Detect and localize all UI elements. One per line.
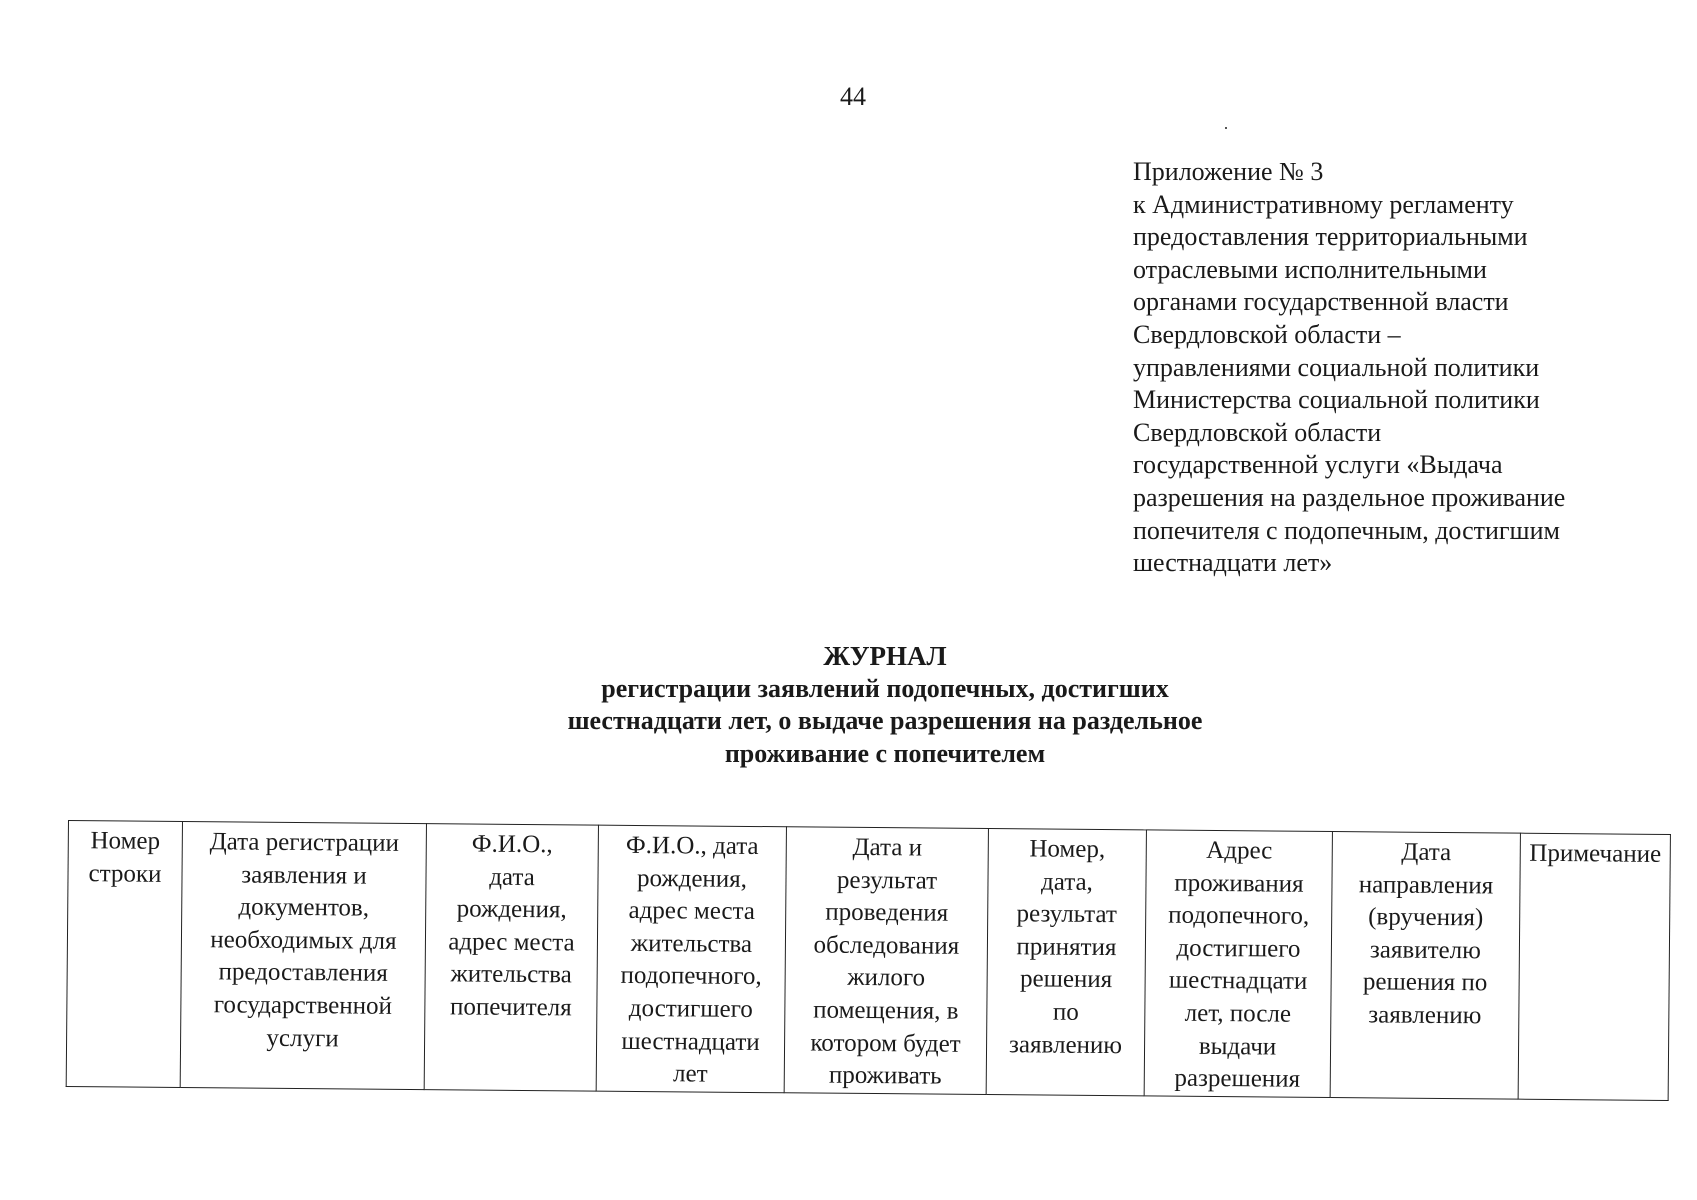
column-header (784, 827, 988, 1095)
column-header (1518, 833, 1670, 1100)
column-header-text: Ф.И.О., дата рождения, адрес места жительства попечителя (448, 830, 575, 1022)
journal-table (66, 820, 1671, 1101)
column-header-text: Ф.И.О., дата рождения, адрес места жительства подопечного, достигшего шестнадцати лет (620, 831, 762, 1088)
appendix-line: шестнадцати лет» (1133, 548, 1333, 578)
column-header (424, 824, 598, 1091)
appendix-line: управлениями социальной политики (1133, 352, 1540, 382)
journal-subtitle-line: проживание с попечителем (724, 738, 1046, 768)
journal-heading (0, 640, 1697, 770)
appendix-line: Министерства социальной политики (1133, 385, 1540, 415)
page-number: 44 (840, 82, 866, 111)
appendix-note (1133, 156, 1653, 580)
appendix-line: отраслевыми исполнительными (1133, 254, 1487, 284)
appendix-line: Свердловской области (1133, 417, 1382, 447)
appendix-line: предоставления территориальными (1133, 222, 1528, 252)
column-header (596, 825, 786, 1092)
appendix-line: Свердловской области – (1133, 319, 1401, 349)
column-header (1330, 832, 1520, 1099)
column-header-text: Дата направления (вручения) заявителю решения по заявлению (1358, 838, 1494, 1030)
table-header-row (66, 821, 1670, 1101)
journal-subtitle-line: шестнадцати лет, о выдаче разрешения на раздельное (567, 706, 1203, 735)
appendix-line: разрешения на раздельное проживание (1133, 482, 1566, 512)
column-header (1144, 830, 1332, 1097)
scan-speck (1225, 127, 1227, 129)
column-header (986, 829, 1146, 1096)
column-header-text: Номер строки (88, 827, 162, 888)
appendix-line: государственной услуги «Выдача (1133, 450, 1503, 480)
appendix-line: попечителя с подопечным, достигшим (1133, 515, 1560, 545)
journal-subtitle-line: регистрации заявлений подопечных, достигших (601, 673, 1169, 703)
journal-title: ЖУРНАЛ (823, 641, 947, 671)
column-header-text: Дата регистрации заявления и документов, необходимых для предоставления государственной услуги (209, 828, 400, 1052)
appendix-line: Приложение № 3 (1133, 157, 1324, 186)
column-header-text: Номер, дата, результат принятия решения по заявлению (1008, 835, 1123, 1059)
column-header-text: Адрес проживания подопечного, достигшего шестнадцати лет, после выдачи разрешения (1168, 836, 1310, 1093)
appendix-line: органами государственной власти (1133, 287, 1509, 317)
column-header (66, 821, 182, 1088)
column-header-text: Примечание (1529, 839, 1662, 868)
column-header (180, 821, 426, 1089)
column-header-text: Дата и результат проведения обследования жилого помещения, в котором будет проживать (810, 833, 961, 1090)
appendix-line: к Административному регламенту (1133, 189, 1514, 219)
